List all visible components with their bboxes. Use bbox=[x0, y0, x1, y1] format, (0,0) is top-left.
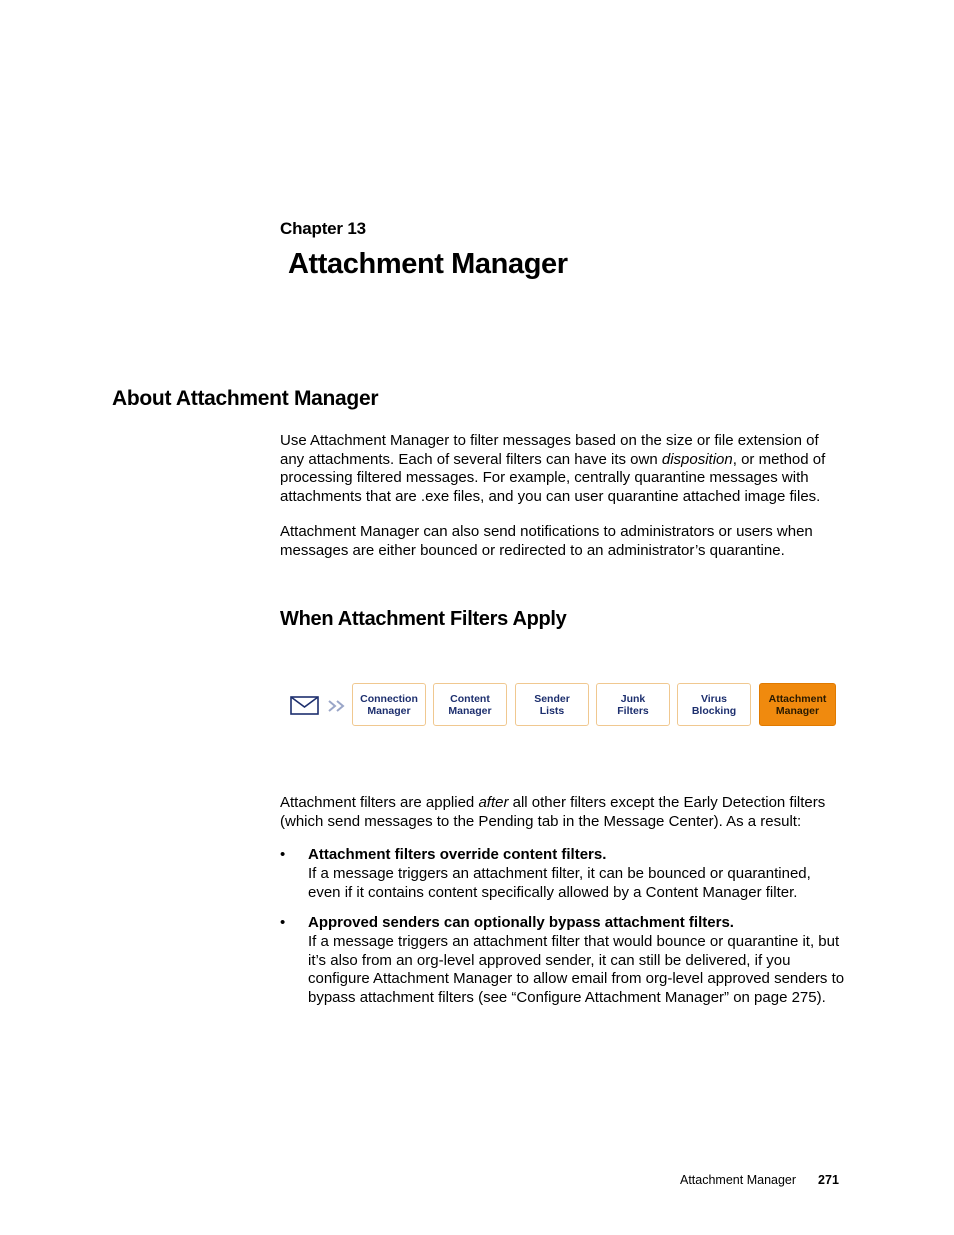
bullet-list bbox=[280, 846, 846, 1019]
bullet-text: If a message triggers an attachment filter that would bounce or quarantine it, but it’s also from an org-level approved sender, it can still be delivered, if you configure Attachment Manager to allow email from org-level approved senders to bypass attachment filters (see “Configure Attachment Manager” on page 275). bbox=[308, 932, 845, 1007]
step-virus-blocking: Virus Blocking bbox=[677, 683, 751, 726]
list-item bbox=[280, 914, 846, 1009]
step-attachment-manager: Attachment Manager bbox=[759, 683, 836, 726]
envelope-icon bbox=[290, 695, 320, 717]
about-paragraph-1: Use Attachment Manager to filter messages based on the size or file extension of any attachments. Each of several filters can have its own disposition, or method of processing filtered messages. For example, centrally quarantine messages with attachments that are .exe files, and you can user quarantine attached image files. bbox=[280, 432, 826, 505]
step-junk-filters: Junk Filters bbox=[596, 683, 670, 726]
filter-flow-diagram bbox=[284, 680, 840, 730]
list-item bbox=[280, 846, 846, 903]
chapter-title: Attachment Manager bbox=[288, 248, 568, 280]
double-chevron-arrow-icon bbox=[326, 696, 350, 716]
section-heading-about: About Attachment Manager bbox=[112, 387, 379, 410]
footer-section: Attachment Manager bbox=[680, 1173, 797, 1187]
bullet-mark: • bbox=[280, 913, 286, 931]
step-content-manager: Content Manager bbox=[433, 683, 507, 726]
section-heading-when: When Attachment Filters Apply bbox=[280, 608, 567, 630]
page-footer bbox=[680, 1173, 839, 1187]
when-paragraph: Attachment filters are applied after all other filters except the Early Detection filters (which send messages to the Pending tab in the Message Center). As a result: bbox=[280, 794, 826, 830]
page-number: 271 bbox=[818, 1173, 839, 1187]
bullet-title: Attachment filters override content filters. bbox=[308, 846, 607, 863]
bullet-title: Approved senders can optionally bypass attachment filters. bbox=[308, 913, 734, 931]
about-paragraph-2: Attachment Manager can also send notifications to administrators or users when messages are either bounced or redirected to an administrator’s quarantine. bbox=[280, 523, 813, 559]
bullet-mark: • bbox=[280, 846, 286, 863]
step-connection-manager: Connection Manager bbox=[352, 683, 426, 726]
step-sender-lists: Sender Lists bbox=[515, 683, 589, 726]
bullet-text: If a message triggers an attachment filter, it can be bounced or quarantined, even if it contains content specifically allowed by a Content Manager filter. bbox=[308, 864, 811, 901]
chapter-label: Chapter 13 bbox=[280, 219, 366, 238]
